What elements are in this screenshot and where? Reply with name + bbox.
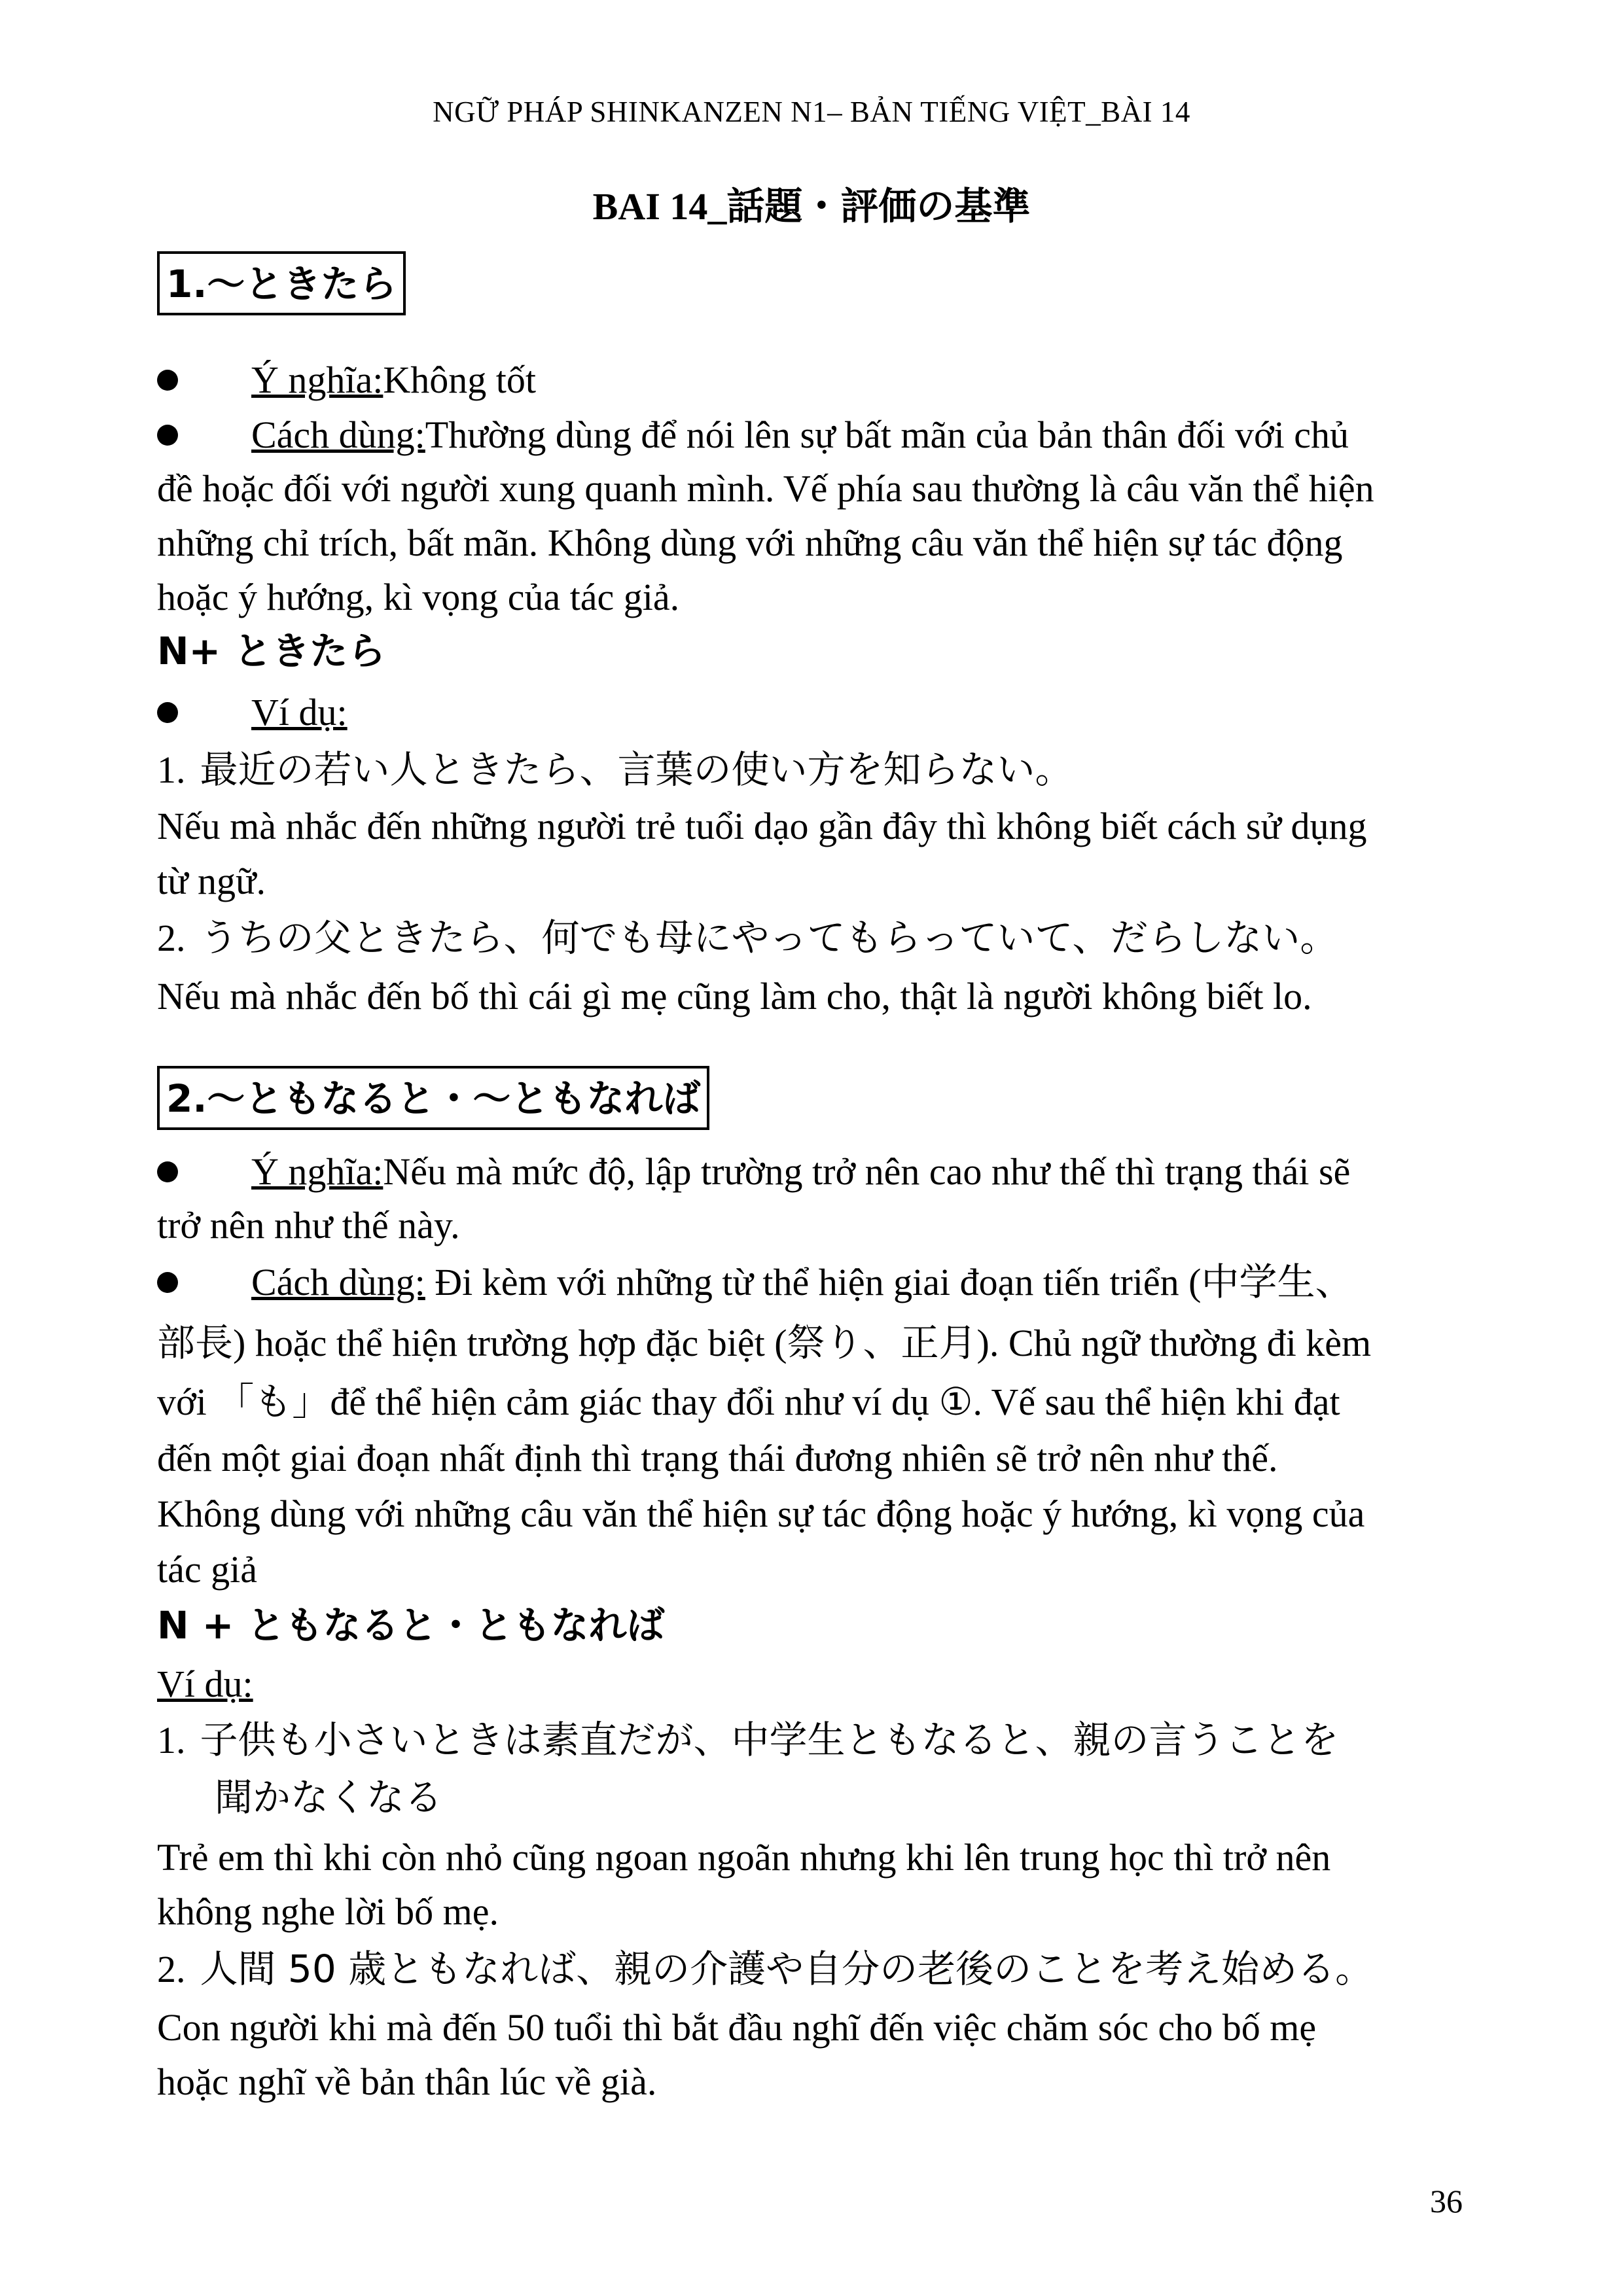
usage-line [157, 1320, 1372, 1365]
meaning-text: Nếu mà mức độ, lập trường trở nên cao như thế thì trạng thái sẽ [383, 1150, 1351, 1193]
usage-japanese: 部長 [157, 1320, 234, 1365]
example-translation: Con người khi mà đến 50 tuổi thì bắt đầu nghĩ đến việc chăm sóc cho bố mẹ [157, 2006, 1317, 2049]
example-japanese: 聞かなくなる [215, 1775, 443, 1820]
usage-text: đến một giai đoạn nhất định thì trạng thái đương nhiên sẽ trở nên như thế. [157, 1437, 1278, 1479]
example-japanese: うちの父ときたら、何でも母にやってもらっていて、だらしない。 [200, 915, 1338, 960]
meaning-text: Không tốt [383, 359, 536, 401]
meaning-label: Ý nghĩa: [251, 359, 383, 401]
example-number: 2. [157, 1948, 186, 1990]
usage-text: Không dùng với những câu văn thể hiện sự tác động hoặc ý hướng, kì vọng của [157, 1492, 1365, 1535]
usage-japanese: 中学生、 [1201, 1260, 1353, 1304]
section2-usage [157, 1260, 1353, 1304]
example-japanese: 人間 50 歳ともなれば、親の介護や自分の老後のことを考え始める。 [200, 1947, 1374, 1991]
section1-meaning [157, 361, 536, 399]
example-translation: không nghe lời bố mẹ. [157, 1890, 499, 1933]
lesson-title: BAI 14_話題・評価の基準 [592, 185, 1031, 228]
usage-label: Cách dùng: [251, 1261, 425, 1303]
examples-label: Ví dụ: [157, 1663, 253, 1705]
example-item [157, 915, 1338, 960]
example-translation: từ ngữ. [157, 860, 266, 902]
usage-text: đề hoặc đối với người xung quanh mình. Vế phía sau thường là câu văn thể hiện [157, 467, 1374, 510]
usage-line [157, 1379, 1340, 1424]
running-header: NGỮ PHÁP SHINKANZEN N1– BẢN TIẾNG VIỆT_BÀI 14 [433, 96, 1190, 128]
example-item [157, 1947, 1374, 1991]
usage-text: ). Chủ ngữ thường đi kèm [976, 1322, 1372, 1364]
example-japanese: 最近の若い人ときたら、言葉の使い方を知らない。 [200, 747, 1073, 792]
example-item [157, 747, 1073, 792]
examples-label: Ví dụ: [251, 691, 348, 733]
usage-text: tác giả [157, 1548, 257, 1591]
example-number: 1. [157, 1719, 186, 1761]
bullet-icon [157, 370, 178, 391]
section2-heading-row [157, 1076, 709, 1121]
section2-pattern: N + ともなると・ともなれば [157, 1603, 665, 1648]
example-translation: Nếu mà nhắc đến bố thì cái gì mẹ cũng làm cho, thật là người không biết lo. [157, 975, 1312, 1017]
usage-text: Thường dùng để nói lên sự bất mãn của bản thân đối với chủ [425, 414, 1349, 456]
section2-meaning [157, 1150, 1351, 1193]
section2-heading: 2.～ともなると・～ともなれば [157, 1066, 709, 1130]
usage-text: hoặc ý hướng, kì vọng của tác giả. [157, 576, 680, 618]
section1-examples-label-row [157, 691, 348, 733]
example-number: 1. [157, 749, 186, 791]
example-item [157, 1718, 1339, 1762]
section1-usage [157, 416, 1349, 454]
bullet-icon [157, 702, 178, 723]
section1-heading-row [157, 262, 406, 306]
example-number: 2. [157, 917, 186, 959]
usage-text: Đi kèm với những từ thể hiện giai đoạn tiến triển ( [425, 1261, 1202, 1303]
example-japanese: 子供も小さいときは素直だが、中学生ともなると、親の言うことを [200, 1718, 1339, 1762]
usage-text: với [157, 1381, 217, 1423]
example-translation: Nếu mà nhắc đến những người trẻ tuổi dạo gần đây thì không biết cách sử dụng [157, 805, 1367, 847]
usage-text: những chỉ trích, bất mãn. Không dùng với những câu văn thể hiện sự tác động [157, 521, 1343, 564]
example-translation: hoặc nghĩ về bản thân lúc về già. [157, 2060, 657, 2103]
example-translation: Trẻ em thì khi còn nhỏ cũng ngoan ngoãn nhưng khi lên trung học thì trở nên [157, 1836, 1331, 1879]
usage-text: ) hoặc thể hiện trường hợp đặc biệt ( [233, 1322, 787, 1364]
section1-pattern: N+ ときたら [157, 629, 386, 673]
page-number: 36 [1430, 2183, 1463, 2219]
usage-label: Cách dùng: [251, 414, 425, 456]
usage-japanese: 「も」 [216, 1379, 330, 1424]
usage-japanese: 祭り、正月 [787, 1320, 977, 1365]
usage-text: để thể hiện cảm giác thay đổi như ví dụ ①. Vế sau thể hiện khi đạt [330, 1381, 1340, 1423]
section1-heading: 1.～ときたら [157, 251, 406, 315]
bullet-icon [157, 1161, 178, 1182]
meaning-text: trở nên như thế này. [157, 1204, 460, 1246]
bullet-icon [157, 425, 178, 446]
bullet-icon [157, 1272, 178, 1293]
meaning-label: Ý nghĩa: [251, 1150, 383, 1193]
